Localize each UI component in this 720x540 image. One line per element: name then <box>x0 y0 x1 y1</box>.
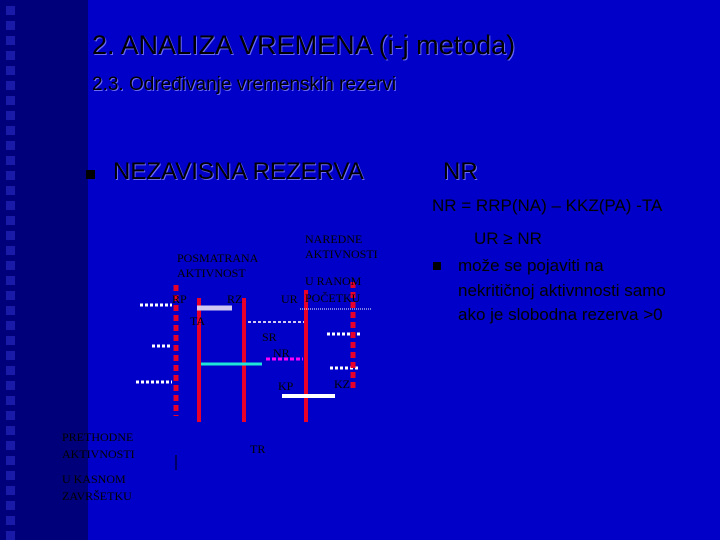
label-nr: NR <box>273 346 290 360</box>
heading-abbreviation: NR <box>443 158 478 185</box>
label-kz: KZ <box>334 377 350 391</box>
note-line-1: može se pojaviti na <box>458 256 604 275</box>
label-observed-1: POSMATRANA <box>177 251 259 265</box>
label-prev-2: AKTIVNOSTI <box>62 447 135 461</box>
note-line-2: nekritičnoj aktivnnosti samo <box>458 281 666 300</box>
heading-text: NEZAVISNA REZERVA <box>113 158 364 185</box>
condition-text: UR ≥ NR <box>474 229 542 248</box>
label-rp: RP <box>172 292 187 306</box>
formula-text: NR = RRP(NA) – KKZ(PA) -TA <box>432 196 663 215</box>
label-prev-1: PRETHODNE <box>62 430 134 444</box>
label-next-1: NAREDNE <box>305 232 363 246</box>
label-early-2: POČETKU <box>305 291 361 305</box>
label-ur: UR <box>281 292 298 306</box>
slide-subtitle: 2.3. Određivanje vremenskih rezervi <box>92 74 397 95</box>
label-early-1: U RANOM <box>305 274 362 288</box>
note-line-3: ako je slobodna rezerva >0 <box>458 305 663 324</box>
label-ta: TA <box>190 314 206 328</box>
label-late-2: ZAVRŠETKU <box>62 489 132 503</box>
slide-title: 2. ANALIZA VREMENA (i-j metoda) <box>92 30 516 60</box>
label-tr: TR <box>250 442 266 456</box>
label-sr: SR <box>262 330 277 344</box>
label-observed-2: AKTIVNOST <box>177 266 246 280</box>
label-next-2: AKTIVNOSTI <box>305 247 378 261</box>
label-rz: RZ <box>227 292 243 306</box>
label-late-1: U KASNOM <box>62 472 126 486</box>
label-kp: KP <box>278 379 294 393</box>
